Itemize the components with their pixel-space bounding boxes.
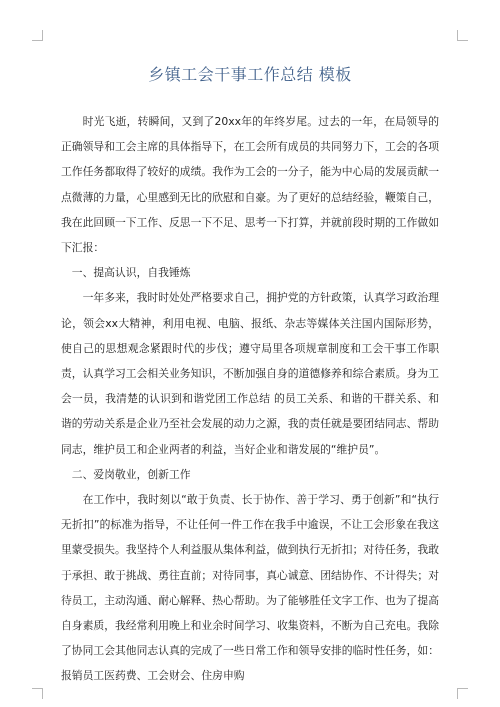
document-title: 乡镇工会干事工作总结 模板 (148, 65, 352, 84)
document-body (61, 109, 439, 689)
section-heading-2: 二、爱岗敬业，创新工作 (71, 467, 191, 481)
section-2-paragraph: 在工作中，我时刻以“敢于负责、长于协作、善于学习、勇于创新”和“执行无折扣”的标准为指导，不让任何一件工作在我手中逾误，不让工会形象在我这里蒙受损失。我坚持个人利益服从集体利益，做到执行无折扣；对待任务，我敢于承担、敢于挑战、勇往直前；对待同事，真心诚意、团结协作、不计得失；对待员工，主动沟通、耐心解释、热心帮助。为了能够胜任文字工作、也为了提高自身素质，我经常利用晚上和业余时间学习、收集资料，不断为自己充电。我除了协同工会其他同志认真的完成了一些日常工作和领导安排的临时性任务，如：报销员工医药费、工会财会、住房申购 (61, 493, 439, 683)
section-1-paragraph: 一年多来，我时时处处严格要求自己，拥护党的方针政策，认真学习政治理论，领会xx大精神，利用电视、电脑、报纸、杂志等媒体关注国内国际形势，使自己的思想观念紧跟时代的步伐；遵守局里各项规章制度和工会干事工作职责，认真学习工会相关业务知识，不断加强自身的道德修养和综合素质。身为工会一员，我清楚的认识到和谐党团工作总结 的员工关系、和谐的干群关系、和谐的劳动关系是企业乃至社会发展的动力之源，我的责任就是要团结同志、帮助同志，维护员工和企业两者的利益，当好企业和谐发展的“维护员”。 (61, 291, 439, 456)
crop-mark-top-left (32, 30, 43, 41)
intro-paragraph: 时光飞逝，转瞬间，又到了20xx年的年终岁尾。过去的一年，在局领导的正确领导和工会主席的具体指导下，在工会所有成员的共同努力下，工会的各项工作任务都取得了较好的成绩。我作为工会的一分子，能为中心局的发展贡献一点微薄的力量，心里感到无比的欣慰和自豪。为了更好的总结经验，鞭策自己，我在此回顾一下工作、反思一下不足、思考一下打算，并就前段时期的工作做如下汇报： (61, 115, 439, 255)
crop-mark-bottom-right (457, 688, 468, 699)
crop-mark-top-right (457, 30, 468, 41)
section-heading-1: 一、提高认识，自我锤炼 (71, 266, 191, 280)
crop-mark-bottom-left (32, 688, 43, 699)
